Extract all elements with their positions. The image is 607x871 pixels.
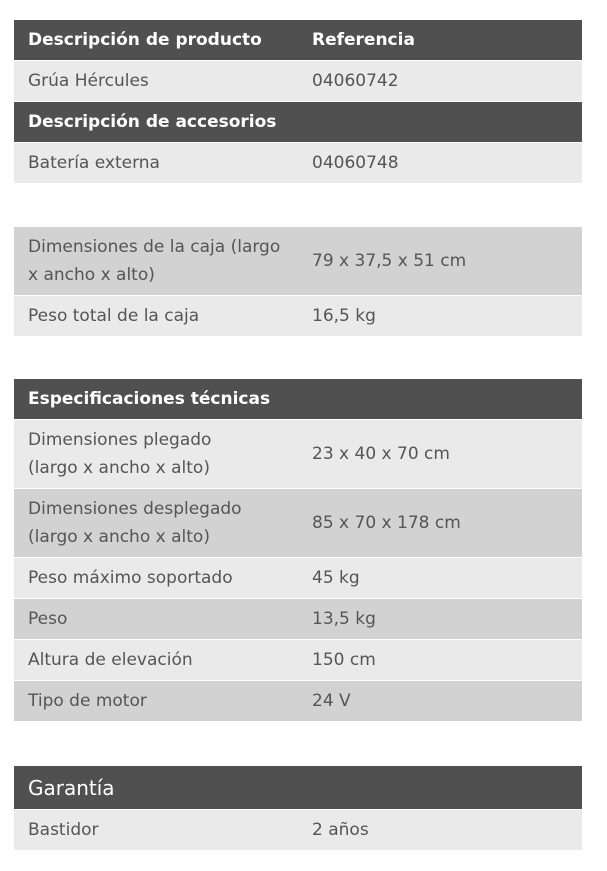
accessories-heading: Descripción de accesorios (28, 112, 277, 132)
box-weight-label: Peso total de la caja (28, 306, 200, 326)
label-line: x ancho x alto) (28, 265, 155, 285)
box-dimensions-value: 79 x 37,5 x 51 cm (312, 251, 467, 271)
accessories-header-row (14, 102, 582, 143)
reference-heading: Referencia (312, 30, 415, 50)
motor-type-label: Tipo de motor (28, 691, 147, 711)
label-line: Dimensiones de la caja (largo (28, 237, 281, 257)
table-row (14, 420, 582, 489)
specs-table (14, 379, 582, 722)
table-row (14, 810, 582, 851)
max-load-value: 45 kg (312, 568, 360, 588)
table-row (14, 681, 582, 722)
product-name: Grúa Hércules (28, 71, 149, 91)
warranty-heading: Garantía (28, 775, 115, 800)
table-row (14, 489, 582, 558)
folded-dimensions-label (28, 426, 312, 482)
table-row (14, 558, 582, 599)
warranty-header-row (14, 766, 582, 810)
box-dimensions-label (28, 233, 312, 289)
table-row (14, 143, 582, 184)
table-row (14, 640, 582, 681)
folded-dimensions-value: 23 x 40 x 70 cm (312, 444, 450, 464)
box-weight-value: 16,5 kg (312, 306, 376, 326)
table-row (14, 227, 582, 296)
product-header-row (14, 20, 582, 61)
frame-label: Bastidor (28, 820, 99, 840)
max-load-label: Peso máximo soportado (28, 568, 233, 588)
warranty-table (14, 766, 582, 851)
weight-value: 13,5 kg (312, 609, 376, 629)
accessory-name: Batería externa (28, 153, 160, 173)
lift-height-value: 150 cm (312, 650, 376, 670)
lift-height-label: Altura de elevación (28, 650, 193, 670)
label-line: Dimensiones plegado (28, 430, 212, 450)
unfolded-dimensions-value: 85 x 70 x 178 cm (312, 513, 461, 533)
label-line: (largo x ancho x alto) (28, 527, 210, 547)
table-row (14, 61, 582, 102)
label-line: (largo x ancho x alto) (28, 458, 210, 478)
unfolded-dimensions-label (28, 495, 312, 551)
table-row (14, 296, 582, 337)
label-line: Dimensiones desplegado (28, 499, 242, 519)
weight-label: Peso (28, 609, 68, 629)
accessory-reference: 04060748 (312, 153, 399, 173)
motor-type-value: 24 V (312, 691, 351, 711)
box-table (14, 227, 582, 337)
frame-warranty-value: 2 años (312, 820, 369, 840)
specs-heading: Especificaciones técnicas (28, 389, 271, 409)
product-description-heading: Descripción de producto (28, 30, 262, 50)
product-table (14, 20, 582, 184)
product-reference: 04060742 (312, 71, 399, 91)
table-row (14, 599, 582, 640)
specs-header-row (14, 379, 582, 420)
